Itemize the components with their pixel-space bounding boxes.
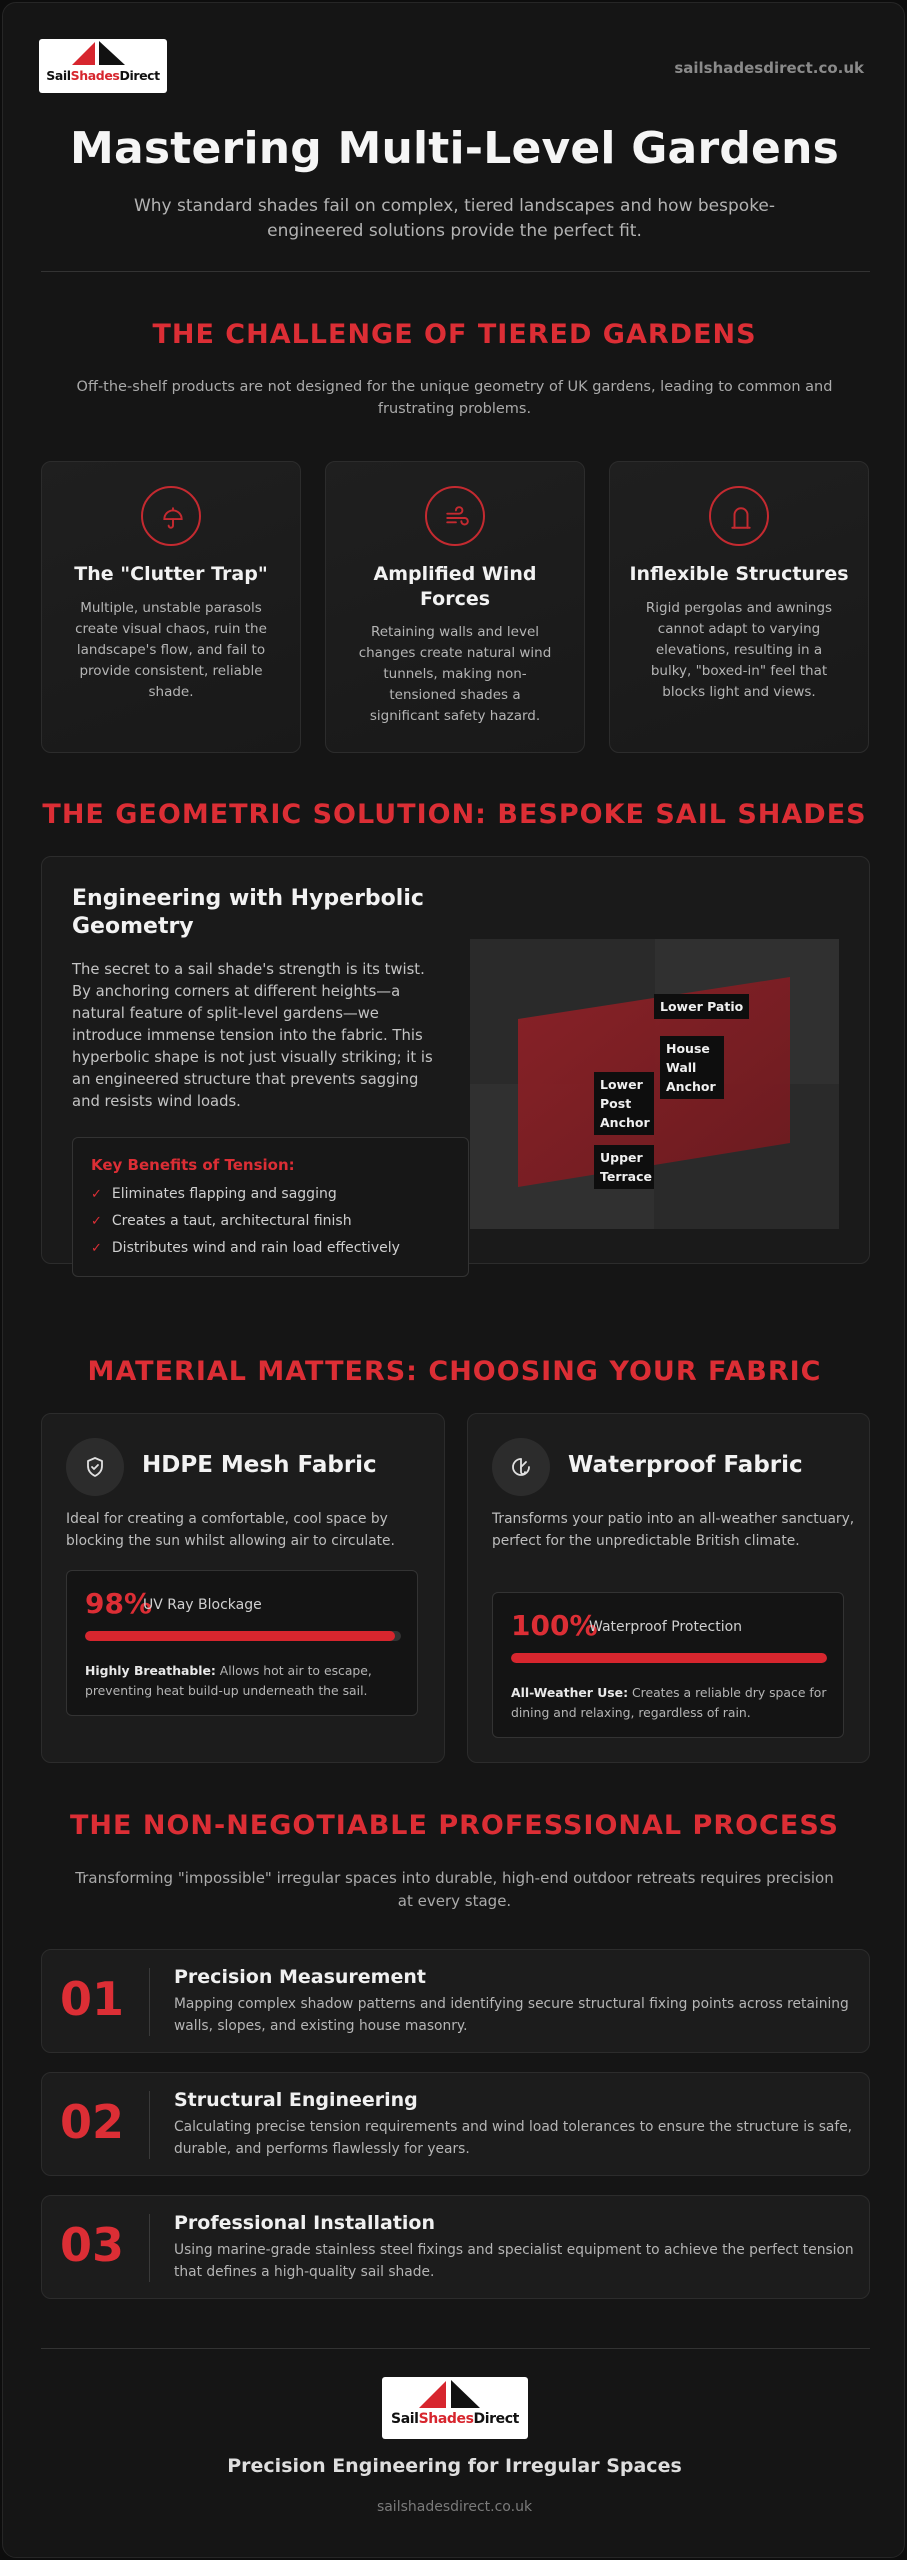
logo-text: SailShadesDirect bbox=[391, 2411, 519, 2427]
material-title: MATERIAL MATTERS: CHOOSING YOUR FABRIC bbox=[87, 1356, 822, 1387]
geometry-text: The secret to a sail shade's strength is its twist. By anchoring corners at different heights—a natural feature of split-level gardens—we introduce immense tension into the fabric. This hyperbolic shape is not just visually striking; it is an engineered structure that prevents sagging and resists wind loads. bbox=[72, 961, 433, 1110]
check-icon: ✓ bbox=[91, 1241, 102, 1256]
infographic bbox=[2, 2, 905, 2558]
progress-fill bbox=[511, 1653, 827, 1663]
divider bbox=[41, 2348, 870, 2349]
card-text: Rigid pergolas and awnings cannot adapt to varying elevations, resulting in a bulky, "boxed-in" feel that blocks light and views. bbox=[645, 600, 833, 700]
stat-value: 100% bbox=[511, 1609, 598, 1642]
stat-note: All-Weather Use: Creates a reliable dry space for dining and relaxing, regardless of rain. bbox=[511, 1685, 827, 1720]
stat-note: Highly Breathable: Allows hot air to escape, preventing heat build-up underneath the sail. bbox=[85, 1663, 372, 1698]
step-number: 02 bbox=[60, 2095, 125, 2149]
card-text: Retaining walls and level changes create natural wind tunnels, making non-tensioned shades a significant safety hazard. bbox=[358, 624, 552, 724]
check-icon: ✓ bbox=[91, 1214, 102, 1229]
label-house-wall-anchor: House Wall Anchor bbox=[660, 1036, 724, 1099]
progress-fill bbox=[85, 1631, 395, 1641]
fabric-card-hdpe bbox=[41, 1413, 445, 1763]
fabric-card-waterproof bbox=[467, 1413, 870, 1763]
benefits-title: Key Benefits of Tension: bbox=[91, 1156, 295, 1174]
page-subtitle: Why standard shades fail on complex, tiered landscapes and how bespoke-engineered solutions provide the perfect fit. bbox=[133, 196, 776, 241]
benefits-box bbox=[72, 1137, 469, 1277]
fabric-name: HDPE Mesh Fabric bbox=[142, 1452, 377, 1478]
card-title: Inflexible Structures bbox=[629, 563, 849, 585]
stat-box bbox=[66, 1570, 418, 1716]
shield-icon bbox=[66, 1438, 124, 1496]
challenge-desc: Off-the-shelf products are not designed for the unique geometry of UK gardens, leading to common and frustrating problems. bbox=[76, 379, 833, 417]
card-title: Amplified Wind Forces bbox=[373, 563, 537, 610]
challenge-card-clutter bbox=[41, 461, 301, 753]
step-number: 01 bbox=[60, 1972, 125, 2026]
step-number: 03 bbox=[60, 2218, 125, 2272]
sail-shape-graphic bbox=[470, 939, 839, 1229]
structure-icon bbox=[709, 486, 769, 546]
step-text: Mapping complex shadow patterns and identifying secure structural fixing points across retaining walls, slopes, and existing house masonry. bbox=[174, 1996, 849, 2034]
stat-value: 98% bbox=[85, 1587, 153, 1620]
fabric-desc: Transforms your patio into an all-weather sanctuary, perfect for the unpredictable British climate. bbox=[492, 1511, 855, 1549]
challenge-title: THE CHALLENGE OF TIERED GARDENS bbox=[152, 319, 757, 350]
wind-icon bbox=[425, 486, 485, 546]
brand-logo bbox=[39, 39, 167, 93]
footer-site-url[interactable]: sailshadesdirect.co.uk bbox=[376, 2499, 533, 2515]
fabric-desc: Ideal for creating a comfortable, cool space by blocking the sun whilst allowing air to circulate. bbox=[66, 1511, 395, 1549]
process-desc: Transforming "impossible" irregular spaces into durable, high-end outdoor retreats requires precision at every stage. bbox=[75, 1869, 834, 1910]
check-icon: ✓ bbox=[91, 1187, 102, 1202]
step-text: Calculating precise tension requirements and wind load tolerances to ensure the structure is safe, durable, and performs flawlessly for years. bbox=[174, 2119, 853, 2157]
process-step bbox=[41, 2072, 870, 2176]
waterproof-progress-bar bbox=[511, 1653, 827, 1663]
stat-box bbox=[492, 1592, 844, 1738]
process-step bbox=[41, 1949, 870, 2053]
footer-logo bbox=[382, 2377, 528, 2439]
divider bbox=[41, 271, 870, 272]
fabric-name: Waterproof Fabric bbox=[568, 1452, 803, 1478]
process-title: THE NON-NEGOTIABLE PROFESSIONAL PROCESS bbox=[69, 1810, 839, 1841]
sail-logo-icon bbox=[39, 39, 167, 93]
label-upper-terrace: Upper Terrace bbox=[594, 1145, 654, 1189]
benefit-item: ✓ Distributes wind and rain load effectively bbox=[91, 1240, 400, 1256]
sail-logo-icon bbox=[382, 2377, 528, 2439]
page-title: Mastering Multi-Level Gardens bbox=[70, 123, 839, 174]
challenge-card-wind bbox=[325, 461, 585, 753]
geometry-title: THE GEOMETRIC SOLUTION: BESPOKE SAIL SHADES bbox=[42, 799, 867, 830]
stat-label: UV Ray Blockage bbox=[143, 1597, 262, 1613]
step-text: Using marine-grade stainless steel fixings and specialist equipment to achieve the perfect tension that defines a high-quality sail shade. bbox=[174, 2242, 854, 2280]
footer-tagline: Precision Engineering for Irregular Spaces bbox=[227, 2455, 682, 2477]
step-title: Professional Installation bbox=[174, 2212, 435, 2234]
uv-progress-bar bbox=[85, 1631, 401, 1641]
step-title: Structural Engineering bbox=[174, 2089, 418, 2111]
card-title: The "Clutter Trap" bbox=[74, 563, 268, 585]
geometry-panel bbox=[41, 856, 870, 1264]
stat-label: Waterproof Protection bbox=[589, 1619, 743, 1635]
label-lower-patio: Lower Patio bbox=[654, 994, 749, 1019]
process-step bbox=[41, 2195, 870, 2299]
benefit-item: ✓ Eliminates flapping and sagging bbox=[91, 1186, 337, 1202]
challenge-card-structures bbox=[609, 461, 869, 753]
geometry-heading: Engineering with Hyperbolic Geometry bbox=[72, 886, 424, 939]
step-divider bbox=[149, 1968, 150, 2036]
card-text: Multiple, unstable parasols create visual chaos, ruin the landscape's flow, and fail to provide consistent, reliable shade. bbox=[75, 600, 267, 700]
step-divider bbox=[149, 2214, 150, 2282]
logo-text: SailShadesDirect bbox=[46, 68, 160, 83]
umbrella-icon bbox=[141, 486, 201, 546]
step-title: Precision Measurement bbox=[174, 1966, 426, 1988]
header-site-url[interactable]: sailshadesdirect.co.uk bbox=[674, 59, 864, 77]
hyperbolic-sail-diagram bbox=[470, 939, 839, 1229]
benefit-item: ✓ Creates a taut, architectural finish bbox=[91, 1213, 352, 1229]
label-lower-post-anchor: Lower Post Anchor bbox=[594, 1072, 654, 1135]
step-divider bbox=[149, 2091, 150, 2159]
umbrella-icon bbox=[492, 1438, 550, 1496]
